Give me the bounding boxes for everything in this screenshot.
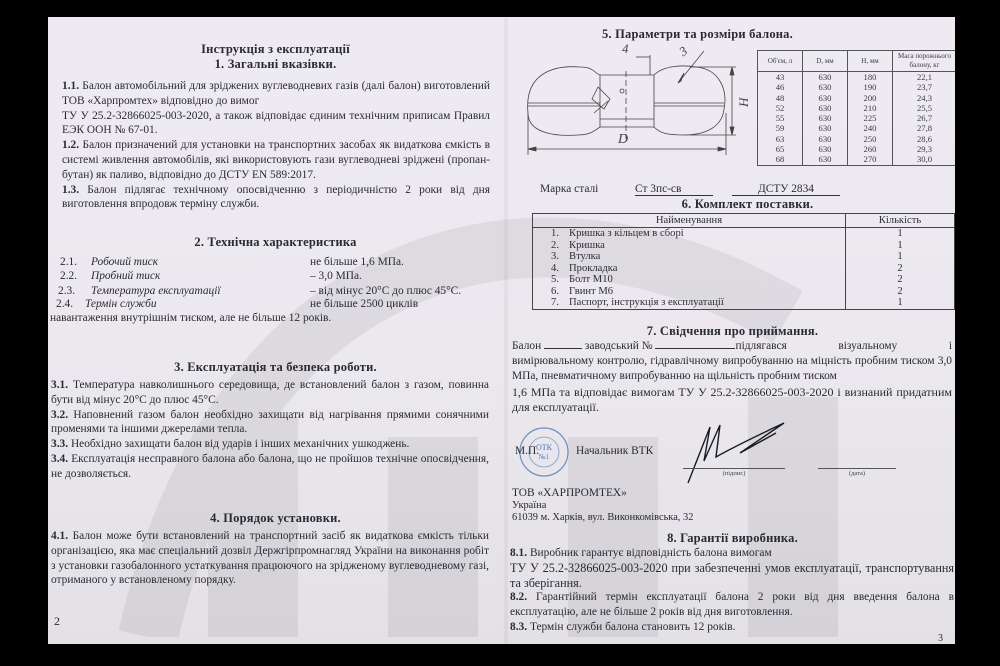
table-row: 46 630 190 23,7 bbox=[758, 82, 956, 92]
table-row: 4. Прокладка 2 bbox=[533, 263, 955, 275]
svg-text:ОТК: ОТК bbox=[536, 443, 552, 452]
section3-body bbox=[51, 378, 489, 482]
page-fold bbox=[503, 17, 509, 644]
spec-value: – 3,0 МПа. bbox=[310, 270, 362, 282]
col-volume: Об'єм, л bbox=[758, 51, 803, 72]
table-row: 7. Паспорт, інструкція з експлуатації 1 bbox=[533, 297, 955, 309]
table-header-row bbox=[533, 214, 955, 228]
document-spread bbox=[48, 17, 955, 644]
spec-num: 2.4. bbox=[56, 298, 74, 310]
dim-label-4: 4 bbox=[622, 43, 629, 56]
col-mass: Маса порожнього балону, кг bbox=[893, 51, 956, 72]
acceptance-text-2: 1,6 МПа та відповідає вимогам ТУ У 25.2-32866025-003-2020 і визнаний придатним для експлуатації. bbox=[512, 385, 952, 415]
spec-num: 2.1. bbox=[60, 256, 78, 268]
section3-heading: 3. Експлуатація та безпека роботи. bbox=[174, 360, 377, 374]
item-8-1: 8.1. Виробник гарантує відповідність балона вимогам bbox=[510, 547, 772, 559]
steel-label: Марка сталі bbox=[540, 183, 599, 195]
section1-body bbox=[62, 79, 490, 212]
table-row: 5. Болт М10 2 bbox=[533, 274, 955, 286]
dim-label-h: H bbox=[736, 97, 751, 107]
dim-label-d: D bbox=[618, 132, 629, 147]
signature-line bbox=[683, 468, 785, 469]
spec-num: 2.3. bbox=[58, 285, 76, 297]
section4-body bbox=[51, 529, 489, 588]
table-row: 55 630 225 26,7 bbox=[758, 113, 956, 123]
section6-heading: 6. Комплект поставки. bbox=[681, 197, 814, 211]
table-row: 65 630 260 29,3 bbox=[758, 144, 956, 154]
spec-num: 2.2. bbox=[60, 270, 78, 282]
item-1-2: 1.2. Балон призначений для установки на транспортних засобах як видаткова ємкість в системі живлення автомобілів, які використовують гази вуглеводневі зріджені (пропан-бутан) як паливо, відповідно до ДСТУ EN 589:2017. bbox=[62, 139, 490, 181]
cylinder-diagram bbox=[514, 43, 752, 173]
page-number-left: 2 bbox=[54, 614, 60, 628]
item-3-2: 3.2. Наповнений газом балон необхідно захищати від нагрівання прямими сонячними променями та іншими джерелами тепла. bbox=[51, 408, 489, 436]
spec-label: Пробний тиск bbox=[91, 270, 161, 282]
table-row: 59 630 240 27,8 bbox=[758, 123, 956, 133]
spec-label: Температура експлуатації bbox=[91, 285, 221, 297]
instruction-title: Інструкція з експлуатації bbox=[201, 42, 350, 56]
spec-label: Термін служби bbox=[85, 298, 157, 310]
date-line bbox=[818, 468, 896, 469]
cylinder-type-field bbox=[544, 348, 582, 349]
col-qty: Кількість bbox=[846, 214, 955, 228]
sizes-table bbox=[757, 50, 955, 166]
company-country: Україна bbox=[512, 500, 547, 511]
item-3-4: 3.4. Експлуатація несправного балона або балона, що не пройшов технічне опосвідчення, не дозволяється. bbox=[51, 452, 489, 480]
table-row: 52 630 210 25,5 bbox=[758, 103, 956, 113]
item-3-3: 3.3. Необхідно захищати балон від ударів і інших механічних ушкоджень. bbox=[51, 438, 410, 451]
dim-label-3: 3 bbox=[676, 43, 691, 60]
spec-value: – від мінус 20°С до плюс 45°С. bbox=[310, 285, 462, 297]
col-height: H, мм bbox=[848, 51, 893, 72]
company-name: ТОВ «ХАРПРОМТЕХ» bbox=[512, 487, 627, 499]
item-1-3: 1.3. Балон підлягає технічному опосвідченню з періодичністю 2 роки від дня виготовлення впродовж терміну служби. bbox=[62, 183, 490, 211]
stamp-place-label: М.П. bbox=[515, 445, 540, 457]
section4-heading: 4. Порядок установки. bbox=[210, 511, 341, 525]
right-page bbox=[510, 17, 955, 644]
item-1-1-cont: ТУ У 25.2-32866025-003-2020, а також відповідає єдиним технічним приписам Правил ЕЭК ООН № 67-01. bbox=[62, 109, 490, 137]
table-row: 63 630 250 28,6 bbox=[758, 134, 956, 144]
spec-label: Робочий тиск bbox=[91, 256, 159, 268]
col-diameter: D, мм bbox=[803, 51, 848, 72]
table-row: 68 630 270 30,0 bbox=[758, 154, 956, 165]
item-8-2: 8.2. Гарантійний термін експлуатації балона 2 роки від дня введення балона в експлуатацію, але не більше 2 років від дня виготовлення. bbox=[510, 591, 954, 619]
section2-heading: 2. Технічна характеристика bbox=[194, 235, 357, 249]
item-1-1: 1.1. Балон автомобільний для зріджених вуглеводневих газів (далі балон) виготовлений ТОВ «Харпромтех» відповідно до вимог bbox=[62, 80, 490, 107]
table-row: 1. Кришка з кільцем в сборі 1 bbox=[533, 228, 955, 240]
spec-value: не більше 1,6 МПа. bbox=[310, 256, 404, 268]
spec-value: не більше 2500 циклів bbox=[310, 298, 419, 310]
steel-standard: ДСТУ 2834 bbox=[732, 183, 840, 196]
col-name: Найменування bbox=[533, 214, 846, 228]
serial-number-field bbox=[655, 348, 735, 349]
steel-grade: Ст 3пс-св bbox=[635, 183, 713, 196]
section5-heading: 5. Параметри та розміри балона. bbox=[602, 27, 793, 41]
left-page bbox=[48, 17, 503, 644]
supply-table bbox=[532, 213, 955, 310]
section7-heading: 7. Свідчення про приймання. bbox=[646, 324, 819, 338]
table-row: 3. Втулка 1 bbox=[533, 251, 955, 263]
table-row: 43 630 180 22,1 bbox=[758, 72, 956, 83]
signature-caption: (підпис) bbox=[722, 470, 746, 477]
item-8-3: 8.3. Термін служби балона становить 12 років. bbox=[510, 620, 736, 633]
table-header-row bbox=[758, 51, 956, 72]
company-address: 61039 м. Харків, вул. Виконкомівська, 32 bbox=[512, 512, 694, 523]
acceptance-line: Балон заводський № підлягався візуальному і bbox=[512, 340, 952, 352]
section8-body bbox=[510, 546, 954, 635]
signer-title: Начальник ВТК bbox=[576, 445, 654, 457]
item-3-1: 3.1. Температура навколишнього середовища, де встановлений балон з газом, повинна бути від мінус 20°С до плюс 45°С. bbox=[51, 379, 489, 406]
date-caption: (дата) bbox=[848, 470, 866, 477]
table-row: 48 630 200 24,3 bbox=[758, 93, 956, 103]
table-row: 2. Кришка 1 bbox=[533, 240, 955, 252]
section1-heading: 1. Загальні вказівки. bbox=[214, 57, 337, 71]
item-8-1-cont: ТУ У 25.2-32866025-003-2020 при забезпеченні умов експлуатації, транспортування та зберігання. bbox=[510, 560, 954, 590]
spec-continuation: навантаження внутрішнім тиском, але не більше 12 років. bbox=[50, 312, 332, 324]
acceptance-text: вимірювальному контролю, гідравлічному випробуванню на міцність пробним тиском 3,0 МПа, пневматичному випробуванню на щільність пробним тиском bbox=[512, 354, 952, 382]
section7-body bbox=[512, 339, 952, 415]
svg-text:№1: №1 bbox=[538, 453, 550, 461]
table-row: 6. Гвинт М6 2 bbox=[533, 286, 955, 298]
section8-heading: 8. Гарантії виробника. bbox=[667, 531, 798, 545]
item-4-1: 4.1. Балон може бути встановлений на транспортний засіб як видаткова ємкість тільки організацією, яка має спеціальний дозвіл Держгірпромнагляд України на виконання робіт з установки газобалонного устаткування працюючого на зрідженому вуглеводневому газі, отриманого у встановленому порядку. bbox=[51, 530, 489, 587]
page-number-right: 3 bbox=[938, 633, 943, 644]
